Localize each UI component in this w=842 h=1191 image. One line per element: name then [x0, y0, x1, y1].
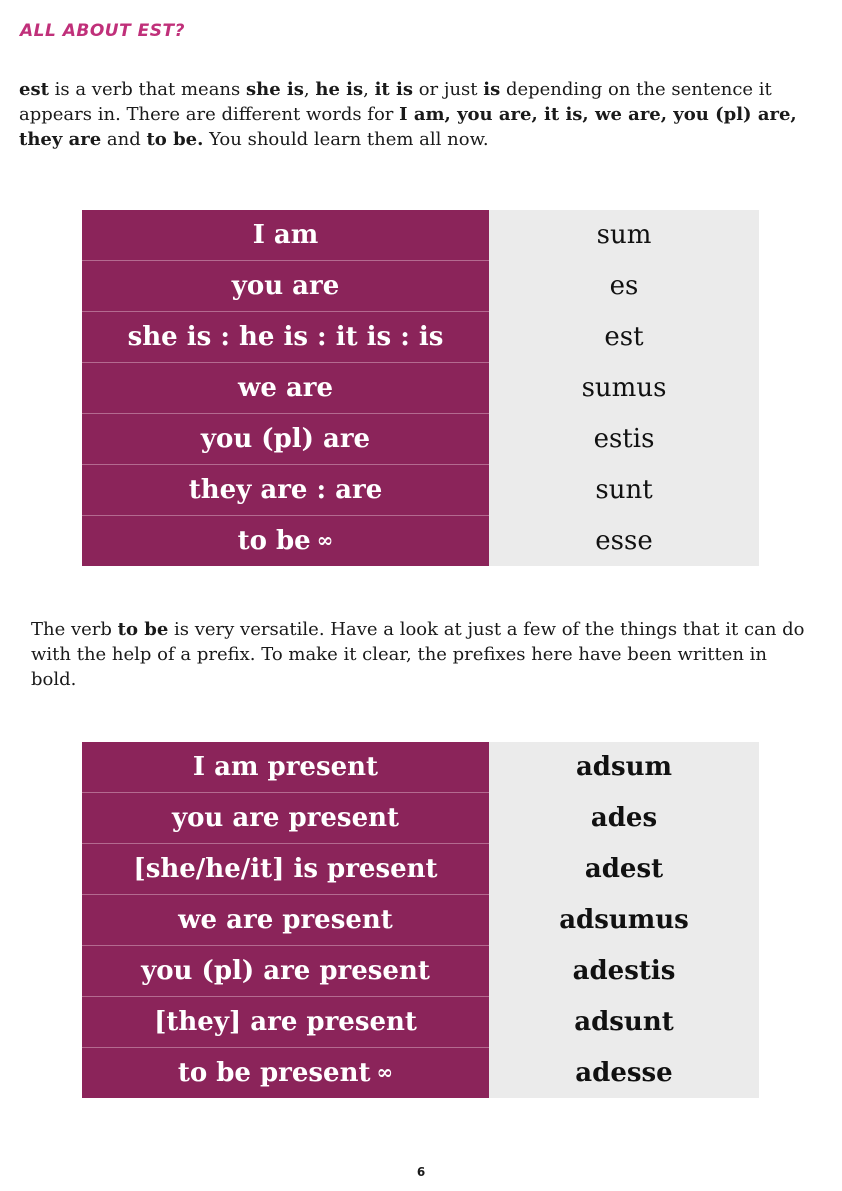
table-row	[82, 793, 759, 844]
latin-cell: adsumus	[489, 895, 759, 946]
latin-cell: est	[489, 312, 759, 363]
latin-cell: es	[489, 261, 759, 312]
english-cell	[82, 997, 489, 1048]
english-cell	[82, 844, 489, 895]
page-number: 6	[416, 1165, 426, 1179]
english-cell	[82, 465, 489, 516]
text-run: The verb	[31, 619, 118, 640]
adsum-conjugation-table	[82, 742, 759, 1098]
table-row	[82, 465, 759, 516]
latin-cell: adesse	[489, 1048, 759, 1099]
english-label: they are : are	[188, 475, 383, 505]
latin-cell: adsum	[489, 742, 759, 793]
bold-text-run: I am, you are, it is, we are, you (pl) are, they are	[19, 104, 797, 150]
latin-cell: ades	[489, 793, 759, 844]
text-run: ,	[303, 79, 316, 100]
english-label: [they] are present	[154, 1007, 417, 1037]
bold-text-run: to be.	[146, 129, 204, 150]
english-label: we are present	[178, 905, 393, 935]
english-label: to be present	[177, 1058, 371, 1088]
text-run: or just	[412, 79, 484, 100]
english-cell	[82, 946, 489, 997]
table-row	[82, 1048, 759, 1099]
english-label: [she/he/it] is present	[133, 854, 438, 884]
latin-cell: adest	[489, 844, 759, 895]
bold-text-run: he is	[315, 79, 364, 100]
table-row	[82, 844, 759, 895]
english-label: I am present	[192, 752, 379, 782]
bold-text-run: is	[483, 79, 501, 100]
english-label: she is : he is : it is : is	[127, 322, 444, 352]
text-run: ,	[363, 79, 375, 100]
table-row	[82, 895, 759, 946]
text-run: is a verb that means	[48, 79, 246, 100]
english-cell	[82, 363, 489, 414]
english-label: to be	[237, 526, 311, 556]
latin-cell: adestis	[489, 946, 759, 997]
english-cell	[82, 793, 489, 844]
english-label: you are	[231, 271, 340, 301]
text-run: You should learn them all now.	[203, 129, 489, 150]
latin-cell: sumus	[489, 363, 759, 414]
english-cell	[82, 414, 489, 465]
infinity-icon: ∞	[316, 528, 334, 552]
table-row	[82, 742, 759, 793]
latin-cell: estis	[489, 414, 759, 465]
english-cell	[82, 742, 489, 793]
table-row	[82, 261, 759, 312]
table-row	[82, 312, 759, 363]
english-cell	[82, 261, 489, 312]
latin-cell: sunt	[489, 465, 759, 516]
bold-text-run: est	[19, 79, 49, 100]
english-label: we are	[237, 373, 334, 403]
latin-cell: adsunt	[489, 997, 759, 1048]
english-label: you (pl) are	[200, 424, 371, 454]
latin-cell: sum	[489, 210, 759, 261]
english-label: you are present	[171, 803, 400, 833]
intro-paragraph	[19, 77, 799, 152]
text-run: depending on the sentence it appears in. There are different words for	[19, 79, 772, 125]
text-run: is very versatile. Have a look at just a few of the things that it can do with the help of a prefix. To make it clear, the prefixes here have been written in bold.	[31, 619, 805, 690]
infinity-icon: ∞	[376, 1060, 394, 1084]
prefix-paragraph	[31, 617, 811, 692]
english-cell	[82, 516, 489, 567]
english-label: I am	[252, 220, 319, 250]
est-conjugation-table	[82, 210, 759, 566]
table-row	[82, 210, 759, 261]
latin-cell: esse	[489, 516, 759, 567]
bold-text-run: she is	[245, 79, 304, 100]
english-label: you (pl) are present	[141, 956, 430, 986]
text-run: and	[101, 129, 147, 150]
bold-text-run: it is	[374, 79, 413, 100]
page-heading: ALL ABOUT EST?	[20, 21, 185, 41]
english-cell	[82, 210, 489, 261]
table-row	[82, 414, 759, 465]
table-row	[82, 946, 759, 997]
bold-text-run: to be	[117, 619, 169, 640]
english-cell	[82, 1048, 489, 1099]
english-cell	[82, 895, 489, 946]
table-row	[82, 516, 759, 567]
table-row	[82, 363, 759, 414]
table-row	[82, 997, 759, 1048]
english-cell	[82, 312, 489, 363]
